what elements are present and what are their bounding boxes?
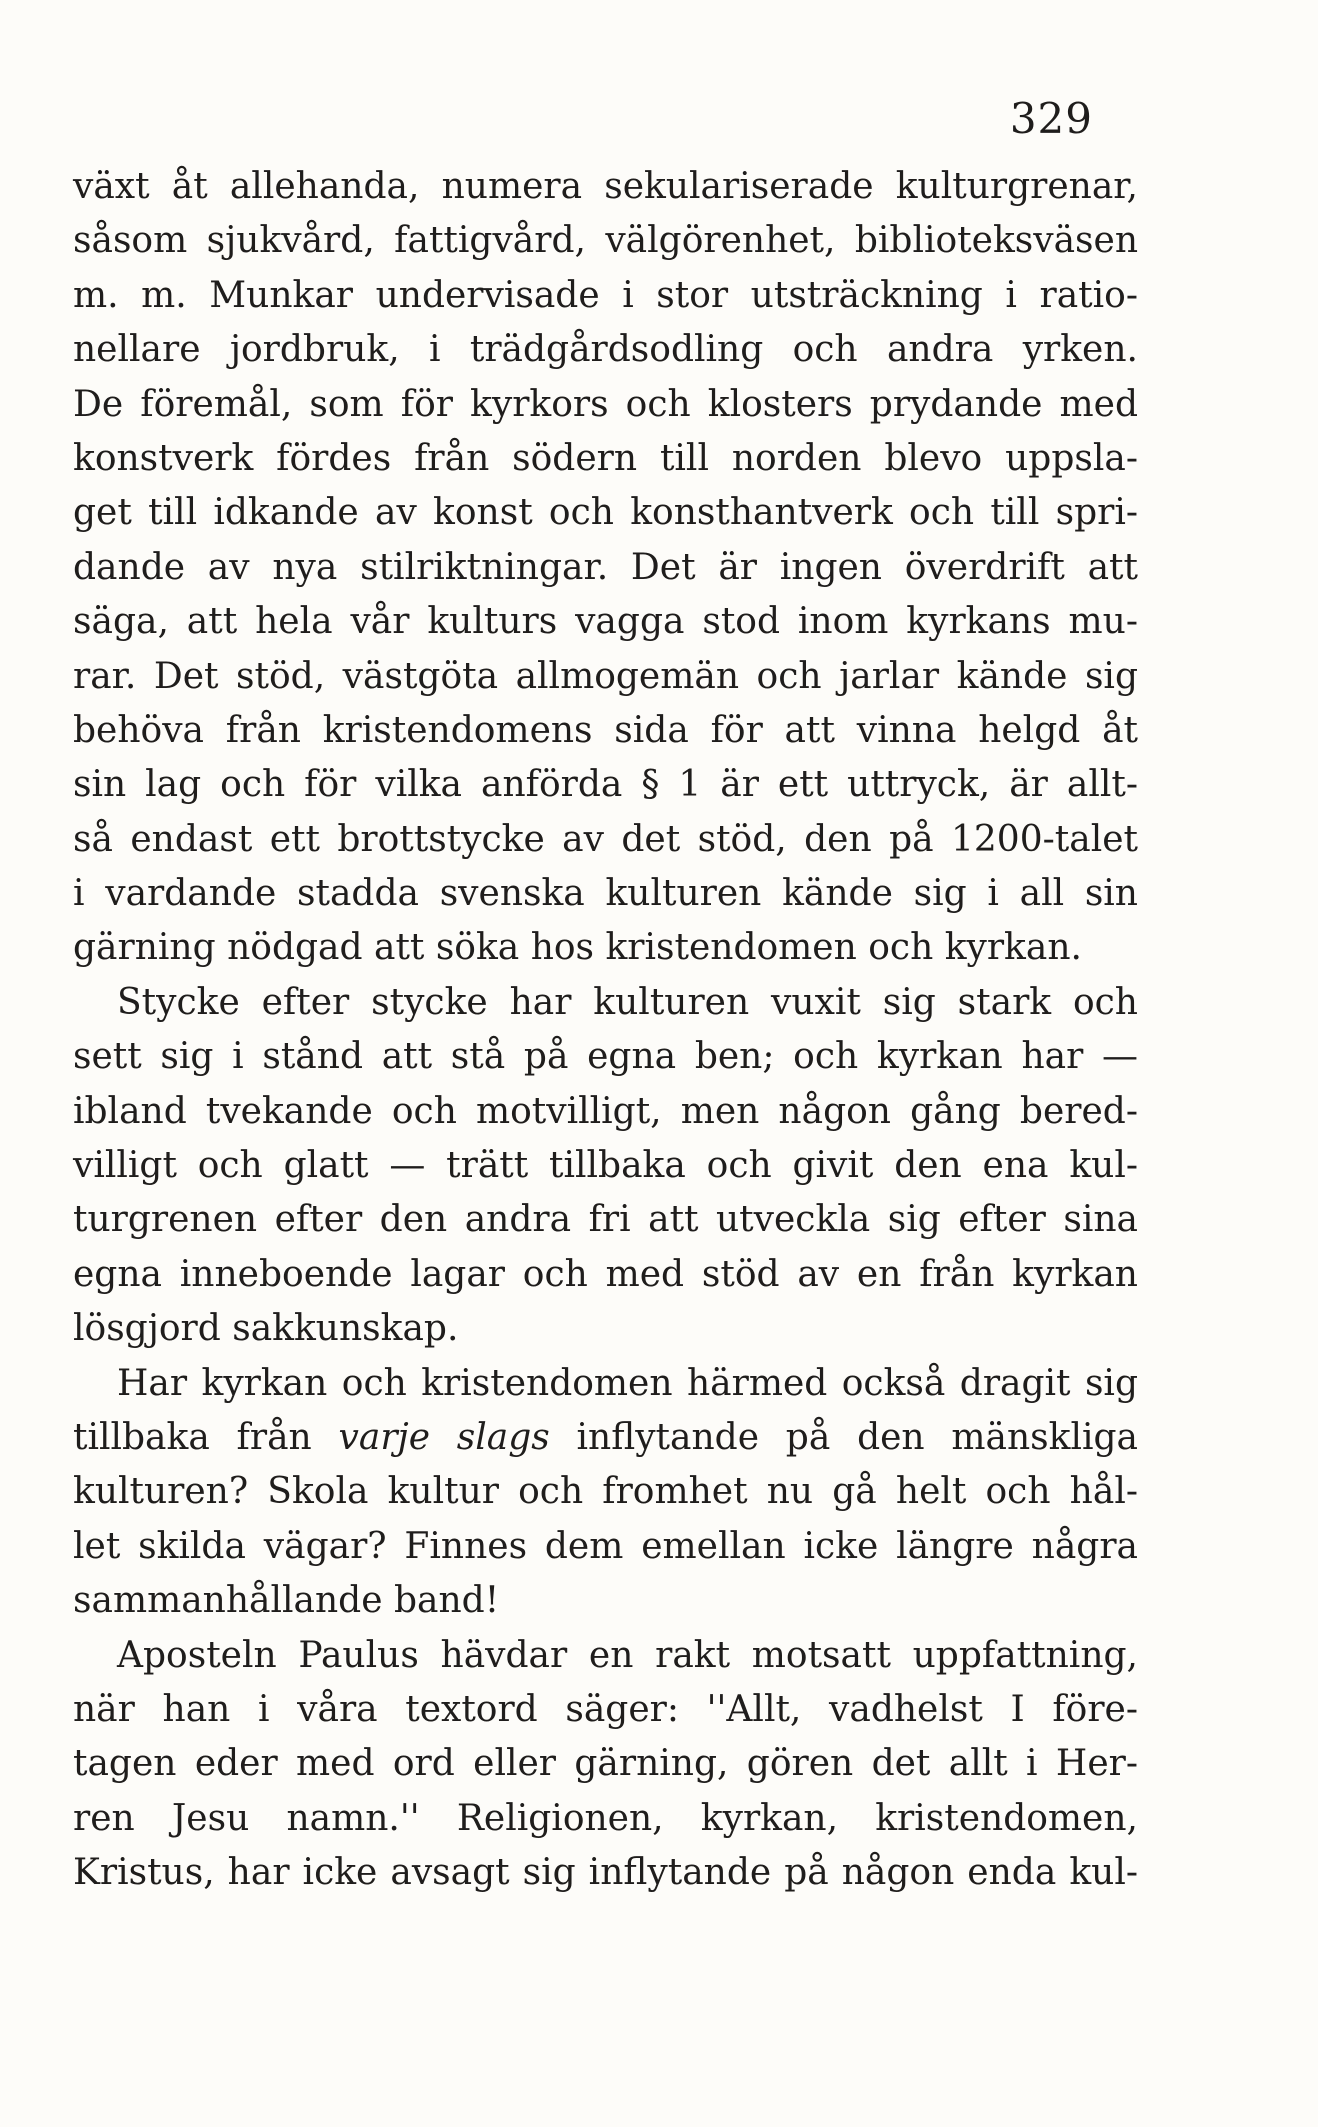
text-line: kulturen? Skola kultur och fromhet nu gå helt och hål- [73,1471,1138,1513]
text-line: nellare jordbruk, i trädgårdsodling och andra yrken. [73,329,1138,371]
text-line: så endast ett brottstycke av det stöd, den på 1200-talet [73,818,1138,860]
text-line: get till idkande av konst och konsthantverk och till spri- [73,492,1138,534]
text-line: turgrenen efter den andra fri att utveckla sig efter sina [73,1199,1138,1241]
page-number: 329 [1009,94,1093,143]
text-line: ren Jesu namn.'' Religionen, kyrkan, kristendomen, [73,1797,1138,1839]
body-text [73,160,1138,1901]
text-line: såsom sjukvård, fattigvård, välgörenhet, biblioteksväsen [73,220,1138,262]
text-line: gärning nödgad att söka hos kristendomen och kyrkan. [73,927,1082,969]
text-line: Aposteln Paulus hävdar en rakt motsatt uppfattning, [117,1634,1138,1676]
text-line: villigt och glatt — trätt tillbaka och givit den ena kul- [73,1145,1138,1187]
text-line: säga, att hela vår kulturs vagga stod inom kyrkans mu- [73,601,1138,643]
text-line [73,1411,1138,1465]
text-line: lösgjord sakkunskap. [73,1308,459,1350]
text-line: egna inneboende lagar och med stöd av en från kyrkan [73,1253,1138,1295]
text-line: tagen eder med ord eller gärning, gören det allt i Her- [73,1743,1138,1785]
text-line: Har kyrkan och kristendomen härmed också dragit sig [117,1362,1138,1404]
text-line: behöva från kristendomens sida för att vinna helgd åt [73,709,1138,751]
text-line: m. m. Munkar undervisade i stor utsträckning i ratio- [73,274,1138,316]
text-line: let skilda vägar? Finnes dem emellan icke längre några [73,1525,1138,1567]
text-line: dande av nya stilriktningar. Det är ingen överdrift att [73,546,1138,588]
text-segment: inflytande på den mänskliga [549,1416,1138,1458]
text-line: De föremål, som för kyrkors och klosters prydande med [73,383,1138,425]
text-line: konstverk fördes från södern till norden blevo uppsla- [73,437,1138,479]
text-line: i vardande stadda svenska kulturen kände sig i all sin [73,873,1138,915]
text-segment: tillbaka från [73,1416,339,1458]
emphasis-text: varje slags [338,1416,550,1458]
text-line: när han i våra textord säger: ''Allt, vadhelst I före- [73,1688,1138,1730]
text-line: sin lag och för vilka anförda § 1 är ett uttryck, är allt- [73,764,1138,806]
text-line: växt åt allehanda, numera sekulariserade kulturgrenar, [73,166,1138,207]
text-line: ibland tvekande och motvilligt, men någon gång bered- [73,1090,1138,1132]
text-line: sammanhållande band! [73,1580,500,1622]
text-line: Stycke efter stycke har kulturen vuxit sig stark och [117,981,1138,1023]
text-line: rar. Det stöd, västgöta allmogemän och jarlar kände sig [73,655,1138,697]
text-line: sett sig i stånd att stå på egna ben; och kyrkan har — [73,1036,1138,1078]
text-line: Kristus, har icke avsagt sig inflytande på någon enda kul- [73,1852,1138,1894]
